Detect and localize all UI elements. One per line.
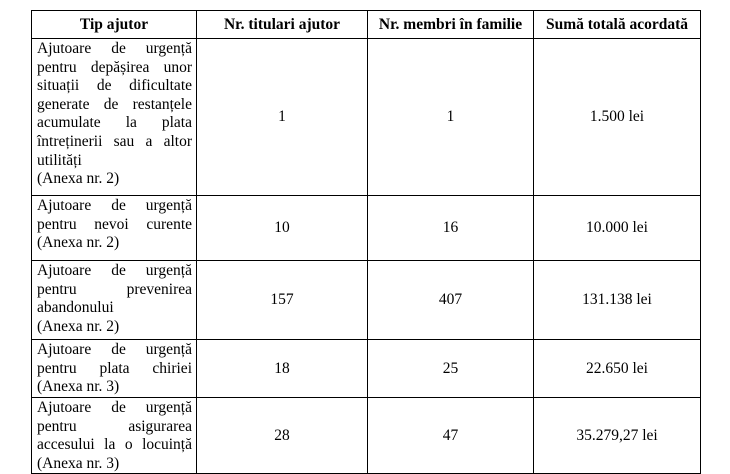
annex-reference: (Anexa nr. 3) bbox=[37, 454, 120, 472]
table-row bbox=[32, 398, 701, 474]
header-family-members: Nr. membri în familie bbox=[368, 11, 534, 39]
header-total-amount: Sumă totală acordată bbox=[534, 11, 701, 39]
holders-count-cell: 1 bbox=[197, 39, 368, 196]
family-members-cell: 47 bbox=[368, 398, 534, 474]
aid-type-line: Ajutoare de urgență bbox=[37, 262, 192, 279]
aid-type-line: Ajutoare de urgență bbox=[37, 40, 192, 57]
aid-table bbox=[31, 10, 701, 474]
table-row bbox=[32, 340, 701, 398]
annex-reference: (Anexa nr. 3) bbox=[37, 378, 120, 396]
aid-type-line: Ajutoare de urgență bbox=[37, 341, 192, 358]
header-holders-count: Nr. titulari ajutor bbox=[197, 11, 368, 39]
aid-type-cell bbox=[32, 340, 197, 398]
aid-type-line: situații de dificultate bbox=[37, 77, 192, 95]
aid-type-line: Ajutoare de urgență bbox=[37, 197, 192, 214]
annex-reference: (Anexa nr. 2) bbox=[37, 317, 120, 335]
family-members-cell: 16 bbox=[368, 196, 534, 261]
total-amount-cell: 131.138 lei bbox=[534, 261, 701, 340]
family-members-cell: 407 bbox=[368, 261, 534, 340]
header-aid-type: Tip ajutor bbox=[32, 11, 197, 39]
aid-type-line: Ajutoare de urgență bbox=[37, 399, 192, 416]
aid-type-line: utilități bbox=[37, 151, 82, 169]
aid-type-line: pentru plata chiriei bbox=[37, 359, 192, 377]
aid-type-line: abandonului bbox=[37, 299, 114, 317]
holders-count-cell: 28 bbox=[197, 398, 368, 474]
family-members-cell: 25 bbox=[368, 340, 534, 398]
total-amount-cell: 10.000 lei bbox=[534, 196, 701, 261]
aid-type-line: generate de restanțele bbox=[37, 95, 192, 113]
aid-type-cell bbox=[32, 261, 197, 340]
annex-reference: (Anexa nr. 2) bbox=[37, 234, 120, 252]
aid-type-cell bbox=[32, 398, 197, 474]
aid-type-line: pentru depășirea unor bbox=[37, 58, 192, 76]
annex-reference: (Anexa nr. 2) bbox=[37, 170, 120, 188]
aid-type-line: pentru prevenirea bbox=[37, 280, 192, 298]
aid-type-line: pentru asigurarea bbox=[37, 417, 192, 435]
table-row bbox=[32, 196, 701, 261]
aid-type-line: întreținerii sau a altor bbox=[37, 132, 192, 150]
table-row bbox=[32, 39, 701, 196]
holders-count-cell: 18 bbox=[197, 340, 368, 398]
holders-count-cell: 10 bbox=[197, 196, 368, 261]
header-row bbox=[32, 11, 701, 39]
total-amount-cell: 35.279,27 lei bbox=[534, 398, 701, 474]
aid-type-line: accesului la o locuință bbox=[37, 436, 192, 454]
aid-type-line: pentru nevoi curente bbox=[37, 215, 192, 233]
aid-type-cell bbox=[32, 39, 197, 196]
aid-type-line: acumulate la plata bbox=[37, 114, 192, 132]
total-amount-cell: 1.500 lei bbox=[534, 39, 701, 196]
aid-type-cell bbox=[32, 196, 197, 261]
table-row bbox=[32, 261, 701, 340]
family-members-cell: 1 bbox=[368, 39, 534, 196]
holders-count-cell: 157 bbox=[197, 261, 368, 340]
total-amount-cell: 22.650 lei bbox=[534, 340, 701, 398]
